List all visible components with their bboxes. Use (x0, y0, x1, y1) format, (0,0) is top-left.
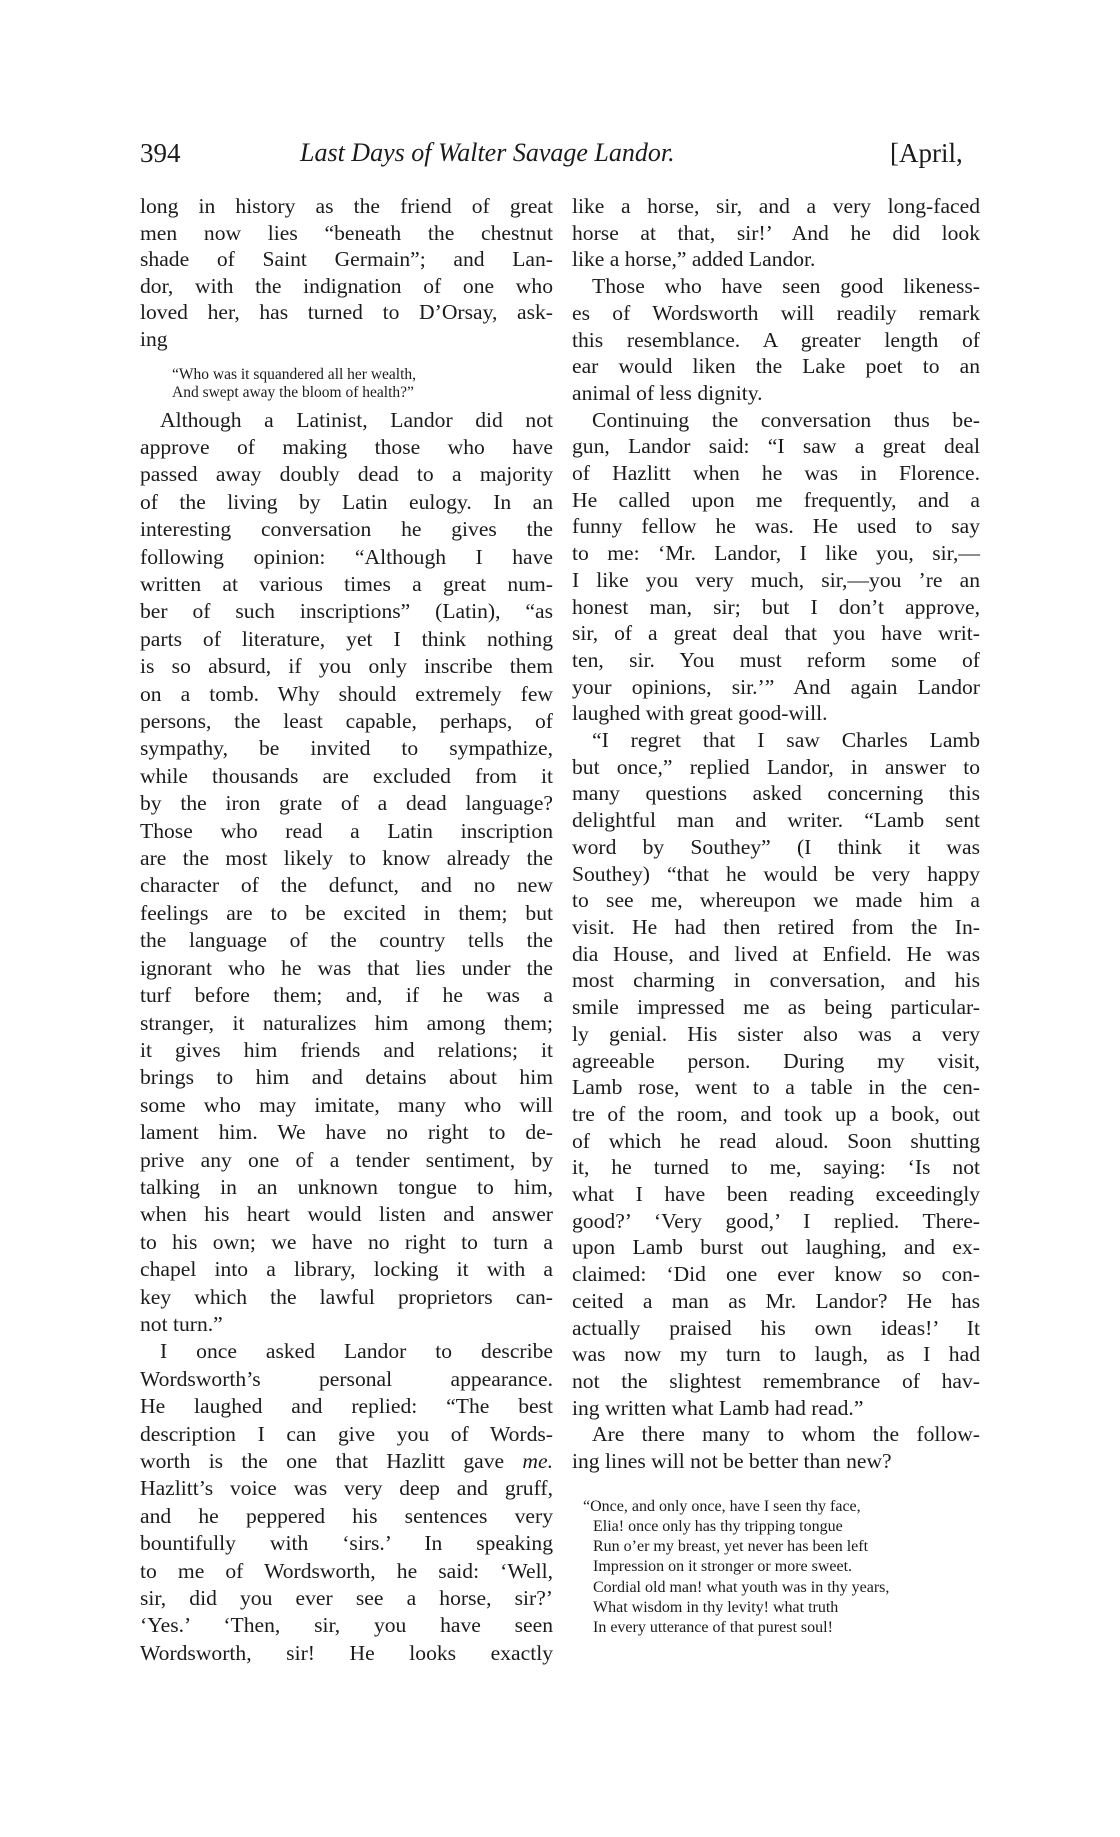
text-line: delightful man and writer. “Lamb sent (572, 808, 980, 833)
paragraph (140, 407, 553, 1339)
text-line: ly genial. His sister also was a very (572, 1021, 980, 1046)
text-line: animal of less dignity. (572, 380, 763, 405)
text-line: Southey) “that he would be very happy (572, 861, 980, 886)
paragraph (140, 1338, 553, 1667)
text-line: chapel into a library, locking it with a (140, 1257, 553, 1282)
running-title: Last Days of Walter Savage Landor. (300, 138, 675, 167)
text-line: men now lies “beneath the chestnut (140, 220, 553, 245)
paragraph (572, 407, 980, 727)
text-line: talking in an unknown tongue to him, (140, 1174, 553, 1199)
verse-quotation (572, 1497, 980, 1638)
text-line: agreeable person. During my visit, (572, 1048, 980, 1073)
text-line: visit. He had then retired from the In- (572, 914, 980, 939)
text-line: Cordial old man! what youth was in thy years, (593, 1578, 890, 1596)
text-line: actually praised his own ideas!’ It (572, 1315, 980, 1340)
text-line: character of the defunct, and no new (140, 873, 553, 898)
text-line: stranger, it naturalizes him among them; (140, 1010, 553, 1035)
text-line: turf before them; and, if he was a (140, 983, 553, 1008)
paragraph (572, 727, 980, 1421)
text-line: bountifully with ‘sirs.’ In speaking (140, 1531, 553, 1556)
text-line: the language of the country tells the (140, 928, 553, 953)
text-line: to me: ‘Mr. Landor, I like you, sir,— (572, 541, 980, 566)
text-line (140, 1448, 553, 1475)
text-line: sympathy, be invited to sympathize, (140, 736, 553, 761)
text-line: good?’ ‘Very good,’ I replied. There- (572, 1208, 980, 1233)
text-line: es of Wordsworth will readily remark (572, 300, 980, 325)
text-line: gun, Landor said: “I saw a great deal (572, 434, 980, 459)
text-segment: worth is the one that Hazlitt gave (140, 1449, 523, 1473)
paragraph (572, 193, 980, 273)
text-line: some who may imitate, many who will (140, 1092, 553, 1117)
text-line: honest man, sir; but I don’t approve, (572, 594, 980, 619)
text-line: Although a Latinist, Landor did not (160, 407, 553, 432)
text-line: approve of making those who have (140, 434, 553, 459)
text-line: Those who have seen good likeness- (592, 274, 980, 299)
text-line: ing written what Lamb had read.” (572, 1395, 864, 1420)
page-number: 394 (140, 138, 181, 168)
text-line: Impression on it stronger or more sweet. (593, 1558, 853, 1576)
text-line: ing lines will not be better than new? (572, 1449, 892, 1474)
text-line: tre of the room, and took up a book, out (572, 1101, 980, 1126)
text-line: “Who was it squandered all her wealth, (172, 365, 417, 383)
text-line: of the living by Latin eulogy. In an (140, 489, 553, 514)
text-line: to his own; we have no right to turn a (140, 1229, 553, 1254)
text-line: He called upon me frequently, and a (572, 487, 980, 512)
text-line: loved her, has turned to D’Orsay, ask- (140, 300, 553, 325)
paragraph (140, 193, 553, 353)
text-line: shade of Saint Germain”; and Lan- (140, 247, 553, 272)
paragraph (572, 273, 980, 407)
text-line: like a horse, sir, and a very long-faced (572, 194, 980, 218)
text-line: ceited a man as Mr. Landor? He has (572, 1288, 980, 1313)
text-line: Continuing the conversation thus be- (592, 407, 980, 432)
text-line: this resemblance. A greater length of (572, 327, 980, 352)
text-line: what I have been reading exceedingly (572, 1182, 980, 1207)
text-line: lament him. We have no right to de- (140, 1120, 553, 1145)
text-line: ear would liken the Lake poet to an (572, 354, 980, 379)
text-line: word by Southey” (I think it was (572, 834, 980, 859)
text-line: written at various times a great num- (140, 572, 553, 596)
text-line: of which he read aloud. Soon shutting (572, 1128, 980, 1153)
text-line: persons, the least capable, perhaps, of (140, 709, 553, 734)
text-line: brings to him and detains about him (140, 1065, 553, 1090)
text-line: Those who read a Latin inscription (140, 818, 553, 843)
text-line: Hazlitt’s voice was very deep and gruff, (140, 1476, 553, 1501)
text-line: sir, did you ever see a horse, sir?’ (140, 1586, 553, 1611)
text-line: horse at that, sir!’ And he did look (572, 220, 980, 245)
text-line: ‘Yes.’ ‘Then, sir, you have seen (140, 1613, 553, 1638)
text-line: prive any one of a tender sentiment, by (140, 1147, 553, 1172)
text-line: ignorant who he was that lies under the (140, 955, 553, 980)
text-line: sir, of a great deal that you have writ- (572, 621, 980, 646)
text-line: on a tomb. Why should extremely few (140, 681, 553, 706)
text-line: are the most likely to know already the (140, 846, 553, 871)
text-line: He laughed and replied: “The best (140, 1394, 553, 1419)
left-column (140, 193, 553, 1667)
text-line: your opinions, sir.’” And again Landor (572, 674, 980, 699)
text-line: not the slightest remembrance of hav- (572, 1368, 980, 1393)
text-line: most charming in conversation, and his (572, 968, 980, 993)
text-line: when his heart would listen and answer (140, 1202, 553, 1227)
text-line: laughed with great good-will. (572, 701, 828, 726)
text-line: description I can give you of Words- (140, 1421, 553, 1446)
text-line: I like you very much, sir,—you ’re an (572, 567, 980, 592)
text-line: “Once, and only once, have I seen thy face, (583, 1497, 861, 1515)
text-line: feelings are to be excited in them; but (140, 900, 553, 925)
text-line: was now my turn to laugh, as I had (572, 1342, 980, 1367)
text-line: ing (140, 326, 168, 351)
text-line: And swept away the bloom of health?” (172, 383, 414, 401)
running-date: [April, (890, 138, 963, 168)
text-line: of Hazlitt when he was in Florence. (572, 461, 980, 486)
text-line: upon Lamb burst out laughing, and ex- (572, 1235, 980, 1260)
text-line: smile impressed me as being particular- (572, 995, 980, 1020)
text-line: Are there many to whom the follow- (592, 1422, 980, 1447)
text-line: In every utterance of that purest soul! (593, 1618, 833, 1636)
text-line: dia House, and lived at Enfield. He was (572, 941, 980, 966)
text-line: many questions asked concerning this (572, 781, 980, 806)
text-line: and he peppered his sentences very (140, 1503, 553, 1528)
text-line: ber of such inscriptions” (Latin), “as (140, 599, 553, 624)
text-line: passed away doubly dead to a majority (140, 462, 553, 487)
text-line: long in history as the friend of great (140, 194, 553, 218)
text-line: “I regret that I saw Charles Lamb (592, 728, 980, 753)
text-line: it, he turned to me, saying: ‘Is not (572, 1155, 980, 1180)
text-line: funny fellow he was. He used to say (572, 514, 980, 539)
text-line: claimed: ‘Did one ever know so con- (572, 1262, 980, 1287)
text-line: not turn.” (140, 1311, 223, 1336)
text-line: is so absurd, if you only inscribe them (140, 654, 553, 679)
text-line: Wordsworth, sir! He looks exactly (140, 1640, 553, 1665)
text-line: Wordsworth’s personal appearance. (140, 1366, 553, 1391)
text-line: following opinion: “Although I have (140, 544, 553, 569)
text-line: but once,” replied Landor, in answer to (572, 754, 980, 779)
text-line: Elia! once only has thy tripping tongue (593, 1517, 843, 1535)
verse-quotation (140, 366, 553, 402)
text-line: it gives him friends and relations; it (140, 1037, 553, 1062)
text-line: Lamb rose, went to a table in the cen- (572, 1075, 980, 1100)
right-column (572, 193, 980, 1643)
text-line: while thousands are excluded from it (140, 763, 553, 788)
text-line: by the iron grate of a dead language? (140, 791, 553, 816)
text-line: interesting conversation he gives the (140, 517, 553, 542)
text-line: dor, with the indignation of one who (140, 273, 553, 298)
text-line: What wisdom in thy levity! what truth (593, 1598, 839, 1616)
text-line: I once asked Landor to describe (160, 1339, 553, 1364)
text-line: to me of Wordsworth, he said: ‘Well, (140, 1558, 553, 1583)
text-line: like a horse,” added Landor. (572, 247, 816, 272)
italic-emphasis: me. (522, 1449, 553, 1473)
paragraph (572, 1421, 980, 1474)
text-line: to see me, whereupon we made him a (572, 888, 980, 913)
text-line: ten, sir. You must reform some of (572, 647, 980, 672)
text-line: Run o’er my breast, yet never has been left (593, 1538, 869, 1556)
text-line: key which the lawful proprietors can- (140, 1284, 553, 1309)
text-line: parts of literature, yet I think nothing (140, 626, 553, 651)
